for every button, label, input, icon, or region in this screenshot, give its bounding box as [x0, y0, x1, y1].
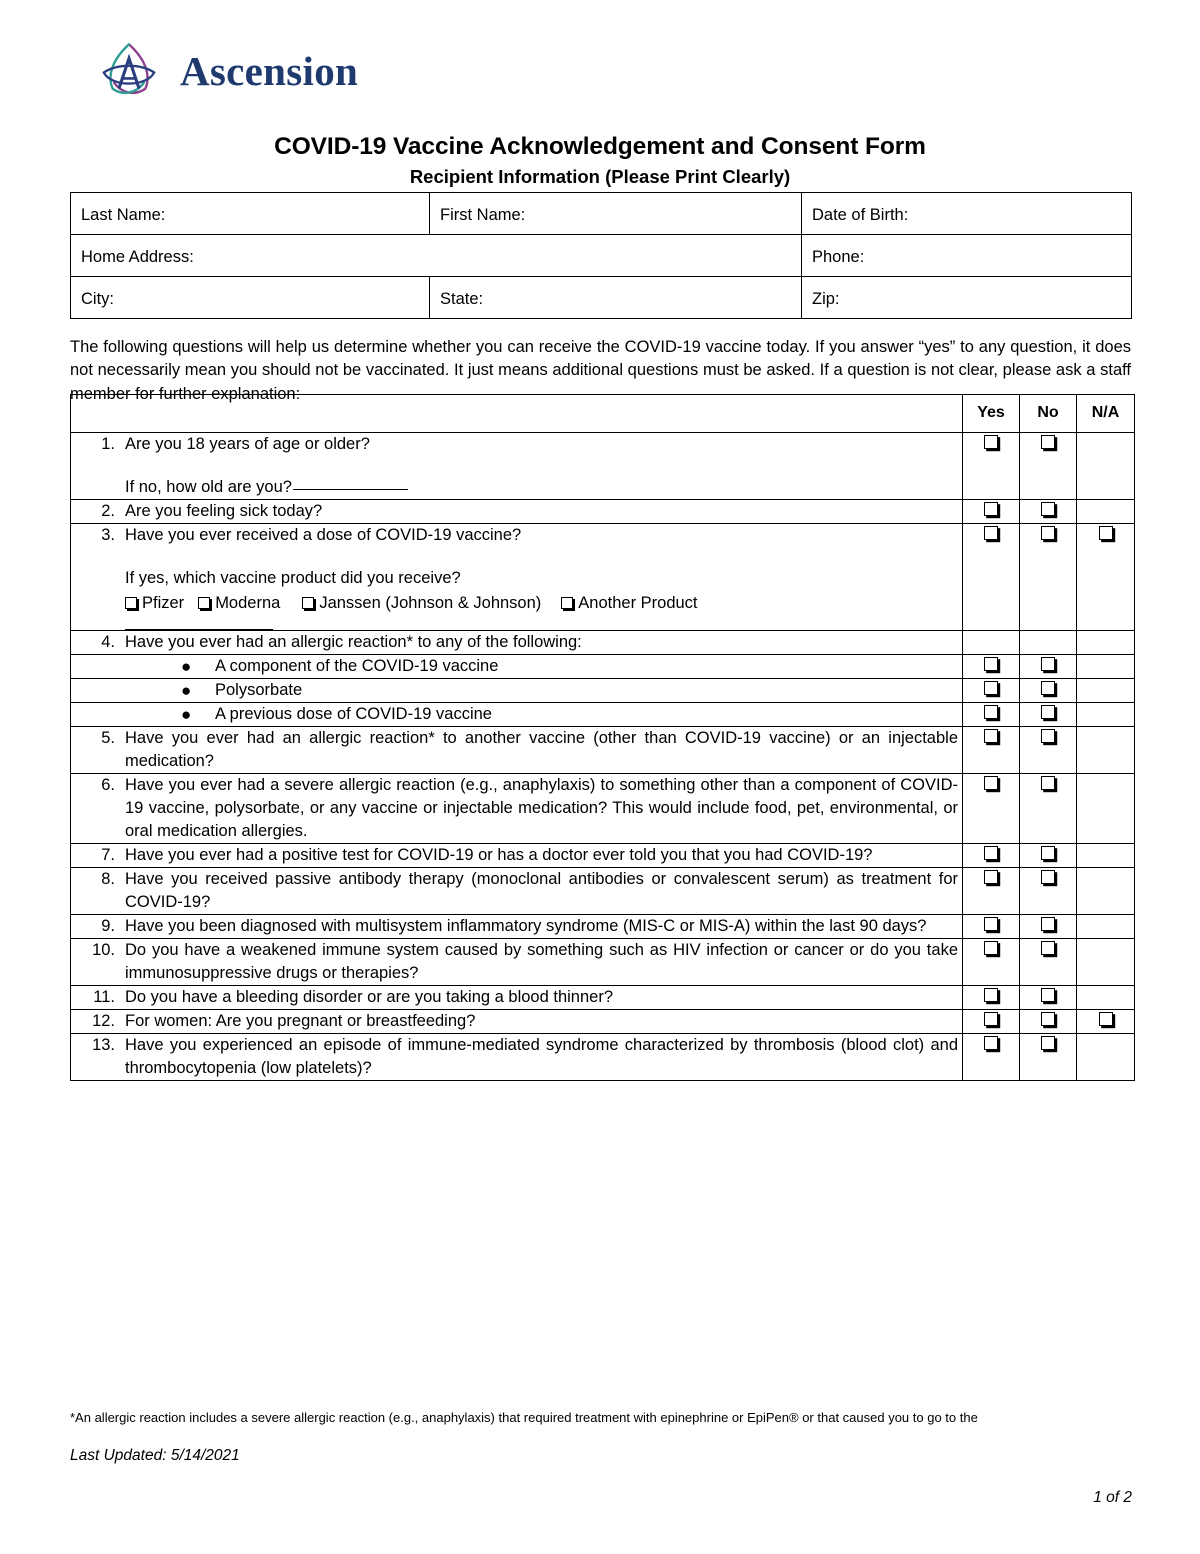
table-row: [71, 939, 1135, 986]
question-cell: [71, 703, 963, 727]
table-row: [71, 193, 1132, 235]
na-cell: [1077, 433, 1135, 500]
yes-checkbox[interactable]: [984, 846, 998, 860]
question-cell: [71, 1010, 963, 1034]
na-cell: [1077, 703, 1135, 727]
table-row: [71, 524, 1135, 631]
question-cell: [71, 433, 963, 500]
field-last-name[interactable]: Last Name:: [71, 193, 430, 235]
option-label: Moderna: [215, 594, 281, 612]
screening-questions-table: [70, 394, 1135, 1081]
na-cell: [1077, 774, 1135, 844]
yes-checkbox[interactable]: [984, 435, 998, 449]
na-cell: [1077, 655, 1135, 679]
no-cell[interactable]: [1020, 433, 1077, 500]
no-checkbox[interactable]: [1041, 435, 1055, 449]
bullet-icon: ●: [181, 705, 192, 724]
option-checkbox[interactable]: [125, 597, 137, 609]
yes-cell[interactable]: [963, 868, 1020, 915]
question-number: 10.: [92, 941, 115, 959]
no-cell[interactable]: [1020, 915, 1077, 939]
question-text: Are you feeling sick today?: [125, 502, 323, 520]
yes-cell[interactable]: [963, 1010, 1020, 1034]
option-label: Pfizer: [142, 594, 185, 612]
yes-cell[interactable]: [963, 844, 1020, 868]
vaccine-product-options: [71, 592, 962, 615]
recipient-information-table: [70, 192, 1132, 319]
question-text: Are you 18 years of age or older?: [125, 435, 370, 453]
na-cell[interactable]: [1077, 1010, 1135, 1034]
table-row: [71, 433, 1135, 500]
question-subtext: If no, how old are you?: [71, 476, 962, 499]
question-text: Have you ever received a dose of COVID-19 vaccine?: [125, 526, 522, 544]
no-cell[interactable]: [1020, 500, 1077, 524]
na-cell: [1077, 679, 1135, 703]
question-line: [71, 500, 962, 523]
question-number: 9.: [101, 917, 115, 935]
brand-wordmark: Ascension: [180, 47, 359, 94]
yes-checkbox[interactable]: [984, 526, 998, 540]
yes-cell[interactable]: [963, 679, 1020, 703]
yes-checkbox[interactable]: [984, 917, 998, 931]
column-header-na: N/A: [1077, 395, 1135, 433]
na-cell: [1077, 1034, 1135, 1081]
question-text: Have you ever had an allergic reaction* to any of the following:: [125, 633, 582, 651]
table-row: [71, 1010, 1135, 1034]
question-text: Have you been diagnosed with multisystem inflammatory syndrome (MIS-C or MIS-A) within the last 90 days?: [125, 917, 927, 935]
yes-checkbox[interactable]: [984, 729, 998, 743]
question-text: Have you received passive antibody therapy (monoclonal antibodies or convalescent serum) as treatment for COVID-19?: [125, 870, 958, 911]
na-cell: [1077, 727, 1135, 774]
question-number: 3.: [101, 526, 115, 544]
question-number: 11.: [93, 988, 115, 1006]
page-subtitle: Recipient Information (Please Print Clearly): [409, 166, 791, 187]
table-row: [71, 844, 1135, 868]
field-date-of-birth[interactable]: Date of Birth:: [802, 193, 1132, 235]
question-number: 12.: [92, 1012, 115, 1030]
bullet-icon: ●: [181, 681, 192, 700]
question-text: For women: Are you pregnant or breastfeeding?: [125, 1012, 476, 1030]
no-cell[interactable]: [1020, 727, 1077, 774]
no-cell[interactable]: [1020, 1010, 1077, 1034]
question-number: 13.: [92, 1036, 115, 1054]
question-line: [71, 433, 962, 456]
question-text: Have you ever had an allergic reaction* to another vaccine (other than COVID-19 vaccine) or an injectable medication?: [125, 729, 958, 770]
no-cell[interactable]: [1020, 844, 1077, 868]
na-cell: [1077, 986, 1135, 1010]
question-cell: [71, 500, 963, 524]
intro-paragraph: The following questions will help us determine whether you can receive the COVID-19 vaccine today. If you answer “yes” to any question, it does not necessarily mean you should not be vaccinated. It just means additional questions must be asked. If a question is not clear, please ask a staff member for further explanation:: [70, 337, 1131, 403]
no-cell[interactable]: [1020, 1034, 1077, 1081]
table-row: [71, 915, 1135, 939]
bullet-item: [71, 703, 962, 726]
question-cell: [71, 727, 963, 774]
no-cell[interactable]: [1020, 939, 1077, 986]
no-checkbox[interactable]: [1041, 1036, 1055, 1050]
no-cell[interactable]: [1020, 774, 1077, 844]
table-row: [71, 774, 1135, 844]
na-cell: [1077, 631, 1135, 655]
yes-cell[interactable]: [963, 986, 1020, 1010]
question-line: [71, 939, 962, 985]
no-checkbox[interactable]: [1041, 846, 1055, 860]
yes-checkbox[interactable]: [984, 502, 998, 516]
page-number: 1 of 2: [1093, 1489, 1132, 1506]
last-updated-text: Last Updated: 5/14/2021: [70, 1447, 240, 1464]
na-cell: [1077, 500, 1135, 524]
no-checkbox[interactable]: [1041, 526, 1055, 540]
question-line: [71, 631, 962, 654]
field-state[interactable]: State:: [430, 277, 802, 319]
question-line: [71, 986, 962, 1009]
question-line: [71, 1034, 962, 1080]
question-text: Do you have a bleeding disorder or are you taking a blood thinner?: [125, 988, 613, 1006]
yes-checkbox[interactable]: [984, 657, 998, 671]
triquetra-logo-icon: [92, 34, 166, 108]
question-number: 6.: [101, 776, 115, 794]
no-cell: [1020, 631, 1077, 655]
na-checkbox[interactable]: [1099, 526, 1113, 540]
no-checkbox[interactable]: [1041, 1012, 1055, 1026]
question-line: [71, 868, 962, 914]
question-cell: [71, 524, 963, 631]
question-number: 8.: [101, 870, 115, 888]
field-zip[interactable]: Zip:: [802, 277, 1132, 319]
vaccine-option[interactable]: [125, 592, 184, 615]
vaccine-option[interactable]: [561, 592, 697, 615]
no-checkbox[interactable]: [1041, 657, 1055, 671]
question-text: Have you ever had a positive test for COVID-19 or has a doctor ever told you that you had COVID-19?: [125, 846, 873, 864]
na-checkbox[interactable]: [1099, 1012, 1113, 1026]
no-checkbox[interactable]: [1041, 681, 1055, 695]
question-number: 1.: [101, 435, 115, 453]
no-checkbox[interactable]: [1041, 705, 1055, 719]
question-line: [71, 1010, 962, 1033]
question-cell: [71, 915, 963, 939]
option-checkbox[interactable]: [561, 597, 573, 609]
yes-cell[interactable]: [963, 500, 1020, 524]
column-header-question: [71, 395, 963, 433]
question-text: A component of the COVID-19 vaccine: [215, 657, 499, 675]
no-checkbox[interactable]: [1041, 502, 1055, 516]
question-number: 2.: [101, 502, 115, 520]
question-cell: [71, 774, 963, 844]
question-text: A previous dose of COVID-19 vaccine: [215, 705, 492, 723]
question-cell: [71, 986, 963, 1010]
yes-cell[interactable]: [963, 774, 1020, 844]
question-cell: [71, 631, 963, 655]
question-line: [71, 774, 962, 843]
table-row: [71, 727, 1135, 774]
yes-cell[interactable]: [963, 915, 1020, 939]
field-phone[interactable]: Phone:: [802, 235, 1132, 277]
yes-checkbox[interactable]: [984, 870, 998, 884]
yes-checkbox[interactable]: [984, 705, 998, 719]
yes-cell[interactable]: [963, 433, 1020, 500]
na-cell: [1077, 868, 1135, 915]
na-cell: [1077, 939, 1135, 986]
table-row: [71, 868, 1135, 915]
question-line: [71, 524, 962, 547]
question-text: Have you ever had a severe allergic reaction (e.g., anaphylaxis) to something other than a component of COVID-19 vaccine, polysorbate, or any vaccine or injectable medication? This would include food, pet, environmental, or oral medication allergies.: [125, 776, 958, 840]
question-line: [71, 844, 962, 867]
yes-cell: [963, 631, 1020, 655]
yes-checkbox[interactable]: [984, 681, 998, 695]
yes-checkbox[interactable]: [984, 988, 998, 1002]
question-number: 7.: [101, 846, 115, 864]
yes-checkbox[interactable]: [984, 1012, 998, 1026]
page-title: COVID-19 Vaccine Acknowledgement and Consent Form: [274, 133, 926, 160]
field-city[interactable]: City:: [71, 277, 430, 319]
table-header-row: [71, 395, 1135, 433]
option-label: Another Product: [578, 594, 698, 612]
table-row: [71, 679, 1135, 703]
question-number: 4.: [101, 633, 115, 651]
yes-checkbox[interactable]: [984, 1036, 998, 1050]
question-cell: [71, 844, 963, 868]
yes-checkbox[interactable]: [984, 941, 998, 955]
bullet-item: [71, 679, 962, 702]
no-cell[interactable]: [1020, 655, 1077, 679]
yes-cell[interactable]: [963, 727, 1020, 774]
vaccine-option[interactable]: [198, 592, 280, 615]
column-header-yes: Yes: [963, 395, 1020, 433]
column-header-no: No: [1020, 395, 1077, 433]
na-cell[interactable]: [1077, 524, 1135, 631]
table-row: [71, 655, 1135, 679]
table-row: [71, 277, 1132, 319]
no-cell[interactable]: [1020, 868, 1077, 915]
no-cell[interactable]: [1020, 524, 1077, 631]
question-text: Do you have a weakened immune system caused by something such as HIV infection or cancer or do you take immunosuppressive drugs or therapies?: [125, 941, 958, 982]
question-cell: [71, 679, 963, 703]
option-checkbox[interactable]: [198, 597, 210, 609]
table-row: [71, 986, 1135, 1010]
no-checkbox[interactable]: [1041, 941, 1055, 955]
no-cell[interactable]: [1020, 703, 1077, 727]
question-number: 5.: [101, 729, 115, 747]
question-cell: [71, 655, 963, 679]
question-text: Polysorbate: [215, 681, 303, 699]
write-in-line[interactable]: [293, 489, 408, 490]
no-checkbox[interactable]: [1041, 776, 1055, 790]
no-checkbox[interactable]: [1041, 988, 1055, 1002]
yes-cell[interactable]: [963, 703, 1020, 727]
bullet-icon: ●: [181, 657, 192, 676]
yes-cell[interactable]: [963, 524, 1020, 631]
table-row: [71, 703, 1135, 727]
question-cell: [71, 868, 963, 915]
brand-logo: [92, 34, 358, 108]
field-home-address[interactable]: Home Address:: [71, 235, 802, 277]
questions-body: [71, 433, 1135, 1081]
field-first-name[interactable]: First Name:: [430, 193, 802, 235]
question-text: Have you experienced an episode of immune-mediated syndrome characterized by thrombosis (blood clot) and thrombocytopenia (low platelets)?: [125, 1036, 958, 1077]
no-checkbox[interactable]: [1041, 917, 1055, 931]
yes-checkbox[interactable]: [984, 776, 998, 790]
no-cell[interactable]: [1020, 986, 1077, 1010]
option-checkbox[interactable]: [302, 597, 314, 609]
allergic-reaction-footnote: *An allergic reaction includes a severe allergic reaction (e.g., anaphylaxis) that required treatment with epinephrine or EpiPen® or that caused you to go to the: [70, 1410, 978, 1425]
vaccine-option[interactable]: [302, 592, 541, 615]
no-checkbox[interactable]: [1041, 870, 1055, 884]
no-checkbox[interactable]: [1041, 729, 1055, 743]
question-line: [71, 915, 962, 938]
yes-cell[interactable]: [963, 939, 1020, 986]
table-row: [71, 1034, 1135, 1081]
table-row: [71, 500, 1135, 524]
table-row: [71, 235, 1132, 277]
yes-cell[interactable]: [963, 1034, 1020, 1081]
question-cell: [71, 1034, 963, 1081]
question-cell: [71, 939, 963, 986]
question-line: [71, 727, 962, 773]
bullet-item: [71, 655, 962, 678]
yes-cell[interactable]: [963, 655, 1020, 679]
na-cell: [1077, 915, 1135, 939]
question-subtext: If yes, which vaccine product did you receive?: [125, 569, 461, 587]
na-cell: [1077, 844, 1135, 868]
option-label: Janssen (Johnson & Johnson): [319, 594, 542, 612]
table-row: [71, 631, 1135, 655]
no-cell[interactable]: [1020, 679, 1077, 703]
